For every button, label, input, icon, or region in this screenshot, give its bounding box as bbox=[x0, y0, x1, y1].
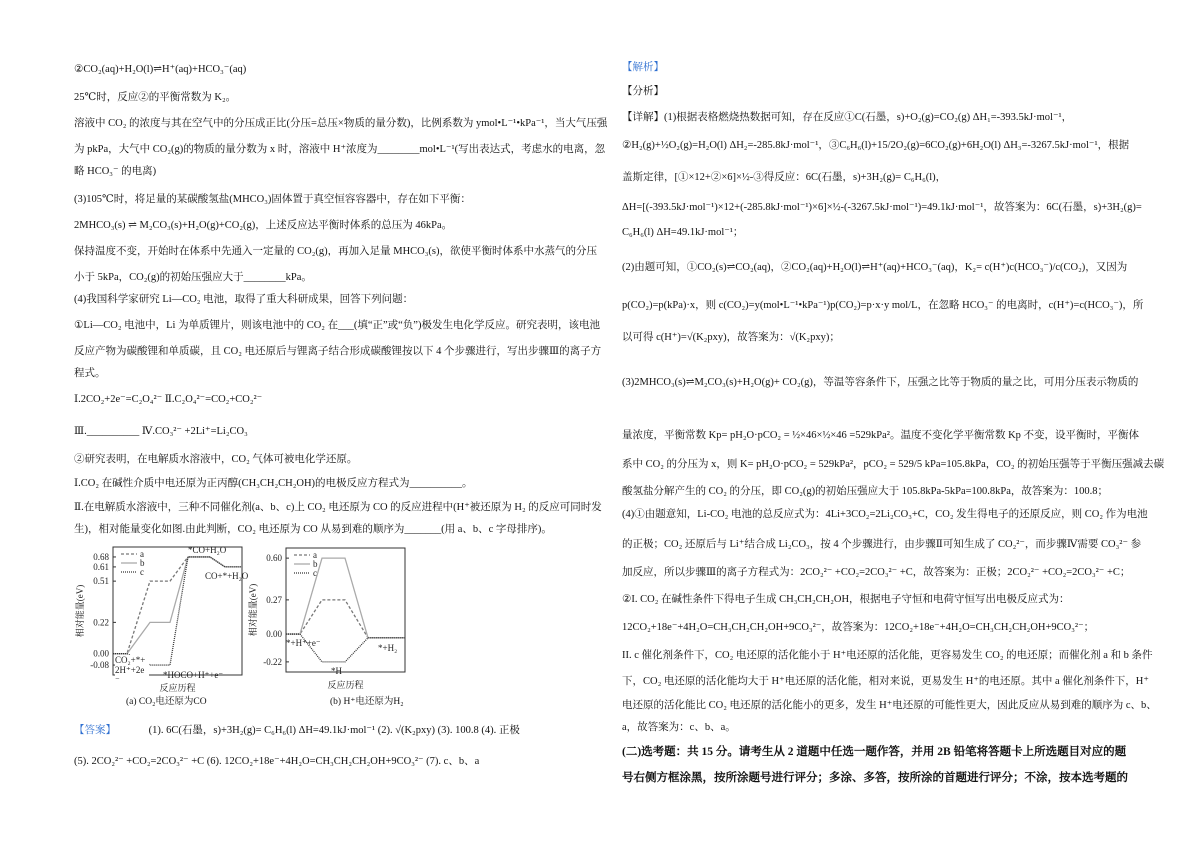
y-tick-label: 0.22 bbox=[93, 617, 109, 628]
question-line: Ⅰ.2CO₂+2e⁻=C₂O₄²⁻ Ⅱ.C₂O₄²⁻=CO₂+CO₂²⁻ bbox=[74, 394, 263, 405]
x-axis-label: 反应历程 bbox=[159, 683, 196, 693]
legend-label-c: c bbox=[140, 567, 144, 577]
state-label: *+H⁺+e⁻ bbox=[286, 638, 321, 649]
question-line: 反应产物为碳酸锂和单质碳，且 CO₂ 电还原后与锂离子结合形成碳酸锂按以下 4 个步骤进行，写出步骤Ⅲ的离子方 bbox=[74, 346, 602, 357]
legend-label-b: b bbox=[140, 558, 145, 568]
analysis-line: 系中 CO₂ 的分压为 x，则 K= pH₂O·pCO₂ = 529kPa²，pCO₂ = 529/5 kPa=105.8kPa，CO₂ 的初始压强等于平衡压强减去碳 bbox=[622, 459, 1165, 470]
legend-label-a: a bbox=[313, 550, 317, 560]
question-line: Ⅰ.CO₂ 在碱性介质中电还原为正丙醇(CH₃CH₂CH₂OH)的电极反应方程式为__________。 bbox=[74, 478, 473, 489]
analysis-line: (4)①由题意知，Li-CO₂ 电池的总反应式为：4Li+3CO₂=2Li₂CO₃+C，CO₂ 发生得电子的还原反应，则 CO₂ 作为电池 bbox=[622, 509, 1148, 520]
analysis-line: 12CO₂+18e⁻+4H₂O=CH₃CH₂CH₂OH+9CO₃²⁻，故答案为：12CO₂+18e⁻+4H₂O=CH₃CH₂CH₂OH+9CO₃²⁻； bbox=[622, 622, 1095, 633]
plot-frame bbox=[286, 548, 405, 672]
y-axis-label: 相对能量(eV) bbox=[75, 584, 85, 638]
y-tick-label: -0.08 bbox=[90, 660, 109, 671]
question-line: 生)，相对能量变化如图.由此判断，CO₂ 电还原为 CO 从易到难的顺序为_______(用 a、b、c 字母排序)。 bbox=[74, 524, 552, 535]
answer-line-1 bbox=[74, 724, 520, 738]
question-line: ①Li—CO₂ 电池中，Li 为单质锂片，则该电池中的 CO₂ 在___(填“正”或“负”)极发生电化学反应。研究表明，该电池 bbox=[74, 320, 600, 331]
question-line: 保持温度不变，开始时在体系中先通入一定量的 CO₂(g)，再加入足量 MHCO₃(s)，欲使平衡时体系中水蒸气的分压 bbox=[74, 246, 597, 257]
question-line: 小于 5kPa，CO₂(g)的初始压强应大于________kPa。 bbox=[74, 272, 312, 283]
analysis-line: ②I. CO₂ 在碱性条件下得电子生成 CH₃CH₂CH₂OH，根据电子守恒和电荷守恒写出电极反应式为： bbox=[622, 594, 1070, 605]
y-axis-label: 相对能量(eV) bbox=[248, 583, 258, 637]
y-tick-label: 0.27 bbox=[266, 594, 282, 605]
analysis-line: 加反应，所以步骤Ⅲ的离子方程式为：2CO₂²⁻ +CO₂=2CO₃²⁻ +C，故答案为：正极；2CO₂²⁻ +CO₂=2CO₃²⁻ +C； bbox=[622, 567, 1131, 578]
analysis-line: 盖斯定律，[①×12+②×6]×½-③得反应：6C(石墨，s)+3H₂(g)= C₆H₆(l)， bbox=[622, 172, 947, 183]
y-tick-label: 0.00 bbox=[266, 629, 282, 640]
y-tick-label: 0.68 bbox=[93, 551, 109, 562]
analysis-line: C₆H₆(l) ΔH=49.1kJ·mol⁻¹； bbox=[622, 227, 744, 238]
section-heading: 号右侧方框涂黑，按所涂题号进行评分；多涂、多答，按所涂的首题进行评分；不涂，按本选考题的 bbox=[622, 772, 1128, 784]
chart-h-reduction bbox=[248, 540, 425, 715]
legend-label-a: a bbox=[140, 549, 144, 559]
analysis-line: 酸氢盐分解产生的 CO₂ 的分压，即 CO₂(g)的初始压强应大于 105.8kPa-5kPa=100.8kPa，故答案为：100.8； bbox=[622, 486, 1109, 497]
analysis-line: II. c 催化剂条件下，CO₂ 电还原的活化能小于 H⁺电还原的活化能，更容易发生 CO₂ 的电还原；而催化剂 a 和 b 条件 bbox=[622, 650, 1153, 661]
analysis-line: (3)2MHCO₃(s)⇌M₂CO₃(s)+H₂O(g)+ CO₂(g)，等温等容条件下，压强之比等于物质的量之比，可用分压表示物质的 bbox=[622, 377, 1139, 388]
state-label-initial: CO₂+*+2H⁺+2e⁻ bbox=[115, 655, 149, 685]
y-tick-label: 0.51 bbox=[93, 576, 109, 587]
question-line: 溶液中 CO₂ 的浓度与其在空气中的分压成正比(分压=总压×物质的量分数)，比例系数为 ymol•L⁻¹•kPa⁻¹，当大气压强 bbox=[74, 118, 608, 129]
chart-co2-reduction bbox=[60, 540, 260, 715]
analysis-line: 电还原的活化能比 CO₂ 电还原的活化能小的更多，发生 H⁺电还原的可能性更大，因此反应从易到难的顺序为 c、b、 bbox=[622, 700, 1157, 711]
state-label: *CO+H₂O bbox=[188, 544, 227, 555]
analysis-line: p(CO₂)=p(kPa)·x，则 c(CO₂)=y(mol•L⁻¹•kPa⁻¹)p(CO₂)=p·x·y mol/L，在忽略 HCO₃⁻ 的电离时，c(H⁺)=c(HCO₃⁻)，所 bbox=[622, 300, 1144, 311]
y-tick-label: 0.61 bbox=[93, 561, 109, 572]
analysis-line: a，故答案为：c、b、a。 bbox=[622, 722, 736, 733]
analysis-line: (2)由题可知，①CO₂(s)⇌CO₂(aq)，②CO₂(aq)+H₂O(l)⇌H⁺(aq)+HCO₃⁻(aq)，K₂= c(H⁺)c(HCO₃⁻)/c(CO₂)，又因为 bbox=[622, 262, 1128, 273]
question-line: Ⅲ.__________ Ⅳ.CO₃²⁻ +2Li⁺=Li₂CO₃ bbox=[74, 426, 248, 437]
question-line: Ⅱ.在电解质水溶液中，三种不同催化剂(a、b、c)上 CO₂ 电还原为 CO 的反应进程中(H⁺被还原为 H₂ 的反应可同时发 bbox=[74, 502, 602, 513]
state-label: *+H₂ bbox=[378, 642, 398, 653]
question-line: (4)我国科学家研究 Li—CO₂ 电池，取得了重大科研成果，回答下列问题： bbox=[74, 294, 414, 305]
chart-a-caption: (a) CO₂电还原为CO bbox=[126, 697, 207, 707]
analysis-line: 下，CO₂ 电还原的活化能均大于 H⁺电还原的活化能，相对来说，更易发生 H⁺的电还原。其中 a 催化剂条件下，H⁺ bbox=[622, 676, 1149, 687]
question-line: 25℃时，反应②的平衡常数为 K₂。 bbox=[74, 92, 237, 103]
answer-tag: 【答案】 bbox=[74, 725, 116, 736]
analysis-line: 【详解】(1)根据表格燃烧热数据可知，存在反应①C(石墨，s)+O₂(g)=CO₂(g) ΔH₁=-393.5kJ·mol⁻¹， bbox=[622, 112, 1073, 123]
answer-line-2: (5). 2CO₂²⁻ +CO₂=2CO₃²⁻ +C (6). 12CO₂+18e⁻+4H₂O=CH₃CH₂CH₂OH+9CO₃²⁻ (7). c、b、a bbox=[74, 756, 480, 767]
question-line: 2MHCO₃(s) ⇌ M₂CO₃(s)+H₂O(g)+CO₂(g)，上述反应达平衡时体系的总压为 46kPa。 bbox=[74, 220, 453, 231]
y-tick-label: 0.60 bbox=[266, 553, 282, 564]
analysis-line: 的正极；CO₂ 还原后与 Li⁺结合成 Li₂CO₃，按 4 个步骤进行，由步骤Ⅱ可知生成了 CO₂²⁻，而步骤Ⅳ需要 CO₃²⁻ 参 bbox=[622, 539, 1142, 550]
question-line: 程式。 bbox=[74, 368, 106, 379]
analysis-line: 量浓度，平衡常数 Kp= pH₂O·pCO₂ = ½×46×½×46 =529kPa²。温度不变化学平衡常数 Kp 不变，设平衡时，平衡体 bbox=[622, 430, 1140, 441]
y-tick-label: 0.00 bbox=[93, 648, 109, 659]
legend-label-c: c bbox=[313, 568, 317, 578]
y-tick-label: -0.22 bbox=[263, 656, 282, 667]
answer-text-1: (1). 6C(石墨，s)+3H₂(g)= C₆H₆(l) ΔH=49.1kJ·mol⁻¹ (2). √(K₂pxy) (3). 100.8 (4). 正极 bbox=[148, 725, 520, 736]
question-line: (3)105℃时，将足量的某碳酸氢盐(MHCO₃)固体置于真空恒容容器中，存在如下平衡： bbox=[74, 194, 471, 205]
state-label: CO+*+H₂O bbox=[205, 570, 249, 581]
x-axis-label: 反应历程 bbox=[327, 680, 364, 690]
state-label: *H bbox=[331, 665, 342, 676]
legend-label-b: b bbox=[313, 559, 318, 569]
series-line-b bbox=[286, 558, 405, 638]
question-line: ②研究表明，在电解质水溶液中，CO₂ 气体可被电化学还原。 bbox=[74, 454, 358, 465]
analysis-line: 以可得 c(H⁺)=√(K₂pxy)，故答案为：√(K₂pxy)； bbox=[622, 332, 840, 343]
chart-b-caption: (b) H⁺电还原为H₂ bbox=[330, 697, 404, 707]
analysis-line: ②H₂(g)+½O₂(g)=H₂O(l) ΔH₂=-285.8kJ·mol⁻¹，③C₆H₆(l)+15/2O₂(g)=6CO₂(g)+6H₂O(l) ΔH₃=-3267.5kJ·mol⁻¹，根据 bbox=[622, 140, 1130, 151]
state-label: *HOCO+H⁺+e⁻ bbox=[163, 670, 224, 681]
question-line: 为 pkPa，大气中 CO₂(g)的物质的量分数为 x 时，溶液中 H⁺浓度为________mol•L⁻¹(写出表达式，考虑水的电离，忽 bbox=[74, 144, 606, 155]
section-heading: (二)选考题：共 15 分。请考生从 2 道题中任选一题作答，并用 2B 铅笔将答题卡上所选题目对应的题 bbox=[622, 746, 1127, 758]
question-line: ②CO₂(aq)+H₂O(l)⇌H⁺(aq)+HCO₃⁻(aq) bbox=[74, 64, 247, 75]
fenxi-heading: 【分析】 bbox=[622, 86, 664, 97]
jiexi-heading: 【解析】 bbox=[622, 62, 664, 73]
analysis-line: ΔH=[(-393.5kJ·mol⁻¹)×12+(-285.8kJ·mol⁻¹)×6]×½-(-3267.5kJ·mol⁻¹)=49.1kJ·mol⁻¹，故答案为：6C(石墨，s)+3H₂(g)= bbox=[622, 202, 1142, 213]
question-line: 略 HCO₃⁻ 的电离) bbox=[74, 166, 157, 177]
